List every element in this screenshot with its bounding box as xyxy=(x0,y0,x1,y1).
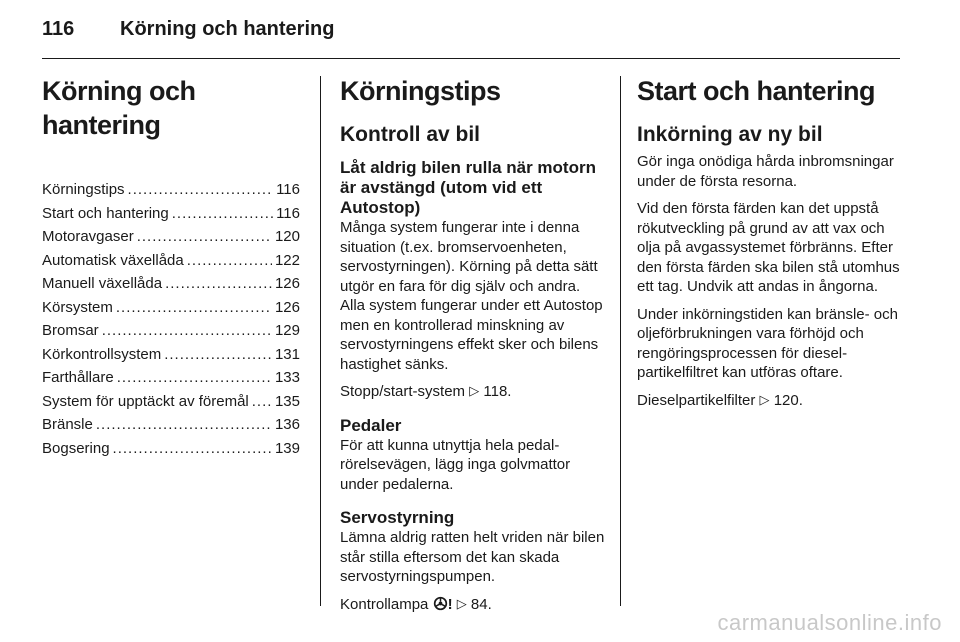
toc-item-label: Bränsle xyxy=(42,416,93,433)
start-handling-column xyxy=(637,74,905,418)
toc-item-page: 116 xyxy=(276,181,300,198)
toc-item[interactable] xyxy=(42,202,300,226)
toc-item[interactable] xyxy=(42,413,300,437)
reference-page[interactable]: 120. xyxy=(773,391,803,409)
toc-item-label: Körningstips xyxy=(42,181,125,198)
toc-item-page: 129 xyxy=(274,322,300,339)
toc-item-label: Motoravgaser xyxy=(42,228,134,245)
toc-item-label: Automatisk växellåda xyxy=(42,251,184,269)
toc-item[interactable] xyxy=(42,437,300,461)
toc-item-page: 139 xyxy=(274,439,300,457)
section-no-rolling xyxy=(340,158,605,402)
column-divider-1 xyxy=(320,76,321,606)
toc-item-page: 120 xyxy=(274,228,300,245)
cross-reference-arrow-icon: ▷ xyxy=(469,383,480,398)
heading-pedals: Pedaler xyxy=(340,415,402,435)
toc-leader-dots xyxy=(117,366,272,390)
toc-item[interactable] xyxy=(42,272,300,296)
toc-item-label: System för upptäckt av föremål xyxy=(42,392,249,410)
toc-leader-dots xyxy=(172,202,273,226)
toc-leader-dots xyxy=(187,249,272,273)
toc-item-page: 131 xyxy=(274,345,300,363)
paragraph-smoke: Vid den första färden kan det uppstå rökutveckling på grund av att vax och olja på avgassystemet förbränns. Efter den första färden ska bilen stå utomhus ett tag. Undvik att andas in ångorna. xyxy=(637,200,900,295)
toc-item-label: Bogsering xyxy=(42,439,110,457)
paragraph-no-rolling: Många system fungerar inte i denna situation (t.ex. bromservoenheten, servostyrningen). Körning på detta sätt utgör en fara för dig själv och andra. Alla system fungerar under ett Autostop men en kontrollerad minskning av servostyrningens effekt sker och bilens hastighet sänks. xyxy=(340,219,603,373)
toc-leader-dots xyxy=(96,413,272,437)
toc-item-page: 133 xyxy=(274,369,300,386)
section-pedals xyxy=(340,416,605,495)
toc-leader-dots xyxy=(165,272,272,296)
heading-power-steering: Servostyrning xyxy=(340,508,455,527)
toc-item-page: 136 xyxy=(274,416,300,433)
paragraph-power-steering: Lämna aldrig ratten helt vriden när bilen står stilla eftersom det kan skada servostyrningspumpen. xyxy=(340,529,605,585)
toc-leader-dots xyxy=(252,390,272,414)
toc-item[interactable] xyxy=(42,225,300,249)
warning-lamp-reference xyxy=(340,595,605,615)
toc-item-label: Körkontrollsystem xyxy=(42,345,162,363)
section-power-steering xyxy=(340,508,605,614)
toc-leader-dots xyxy=(164,343,272,367)
section-title-start: Start och hantering xyxy=(637,76,876,106)
header-divider xyxy=(42,58,900,59)
reference-label: Dieselpartikelfilter xyxy=(637,391,756,409)
reference-label: Stopp/start-system xyxy=(340,383,466,400)
stopstart-reference xyxy=(340,382,605,402)
cross-reference-arrow-icon: ▷ xyxy=(759,391,770,407)
power-steering-warning-icon xyxy=(433,595,453,615)
page-header xyxy=(42,18,334,48)
reference-label: Kontrollampa xyxy=(340,595,429,613)
section-title-tips: Körningstips xyxy=(340,76,501,106)
toc-item[interactable] xyxy=(42,296,300,320)
toc-item-page: 135 xyxy=(274,392,300,410)
toc-item-label: Körsystem xyxy=(42,298,113,316)
table-of-contents xyxy=(42,178,300,460)
chapter-contents-column xyxy=(42,74,300,460)
toc-leader-dots xyxy=(128,178,274,202)
cross-reference-arrow-icon: ▷ xyxy=(456,595,467,611)
toc-leader-dots xyxy=(116,296,272,320)
subsection-title-running-in: Inkörning av ny bil xyxy=(637,123,823,146)
toc-item-page: 126 xyxy=(274,275,300,292)
toc-leader-dots xyxy=(102,319,272,343)
heading-no-rolling: Låt aldrig bilen rulla när motorn är avstängd (utom vid ett Autostop) xyxy=(340,158,596,217)
toc-item[interactable] xyxy=(42,249,300,273)
toc-item[interactable] xyxy=(42,390,300,414)
toc-item-label: Manuell växellåda xyxy=(42,275,163,292)
dpf-reference xyxy=(637,391,905,411)
warning-exclamation: ! xyxy=(447,595,453,613)
toc-item[interactable] xyxy=(42,343,300,367)
toc-item[interactable] xyxy=(42,178,300,202)
toc-item-page: 122 xyxy=(274,251,300,269)
toc-item[interactable] xyxy=(42,366,300,390)
toc-item-page: 126 xyxy=(274,298,300,316)
reference-page[interactable]: 84. xyxy=(470,595,492,613)
watermark: carmanualsonline.info xyxy=(717,610,942,635)
subsection-title-vehicle-control: Kontroll av bil xyxy=(340,123,481,146)
reference-page[interactable]: 118. xyxy=(483,383,512,400)
running-title: Körning och hantering xyxy=(120,18,335,40)
paragraph-pedals: För att kunna utnyttja hela pedalrörelsevägen, lägg inga golvmattor under pedalerna. xyxy=(340,436,571,493)
toc-leader-dots xyxy=(113,437,272,461)
toc-leader-dots xyxy=(137,225,272,249)
paragraph-consumption: Under inkörningstiden kan bränsle- och oljeförbrukningen vara förhöjd och rengöringsprocessen för dieselpartikelfiltret kan utföras oftare. xyxy=(637,305,898,381)
column-divider-2 xyxy=(620,76,621,606)
toc-item-label: Start och hantering xyxy=(42,204,169,222)
paragraph-braking: Gör inga onödiga hårda inbromsningar under de första resorna. xyxy=(637,153,894,190)
toc-item-label: Bromsar xyxy=(42,322,99,339)
toc-item[interactable] xyxy=(42,319,300,343)
chapter-title: Körning och hantering xyxy=(42,76,196,140)
toc-item-page: 116 xyxy=(276,204,300,222)
page-number: 116 xyxy=(42,18,75,40)
driving-tips-column xyxy=(340,74,605,628)
toc-item-label: Farthållare xyxy=(42,369,114,386)
